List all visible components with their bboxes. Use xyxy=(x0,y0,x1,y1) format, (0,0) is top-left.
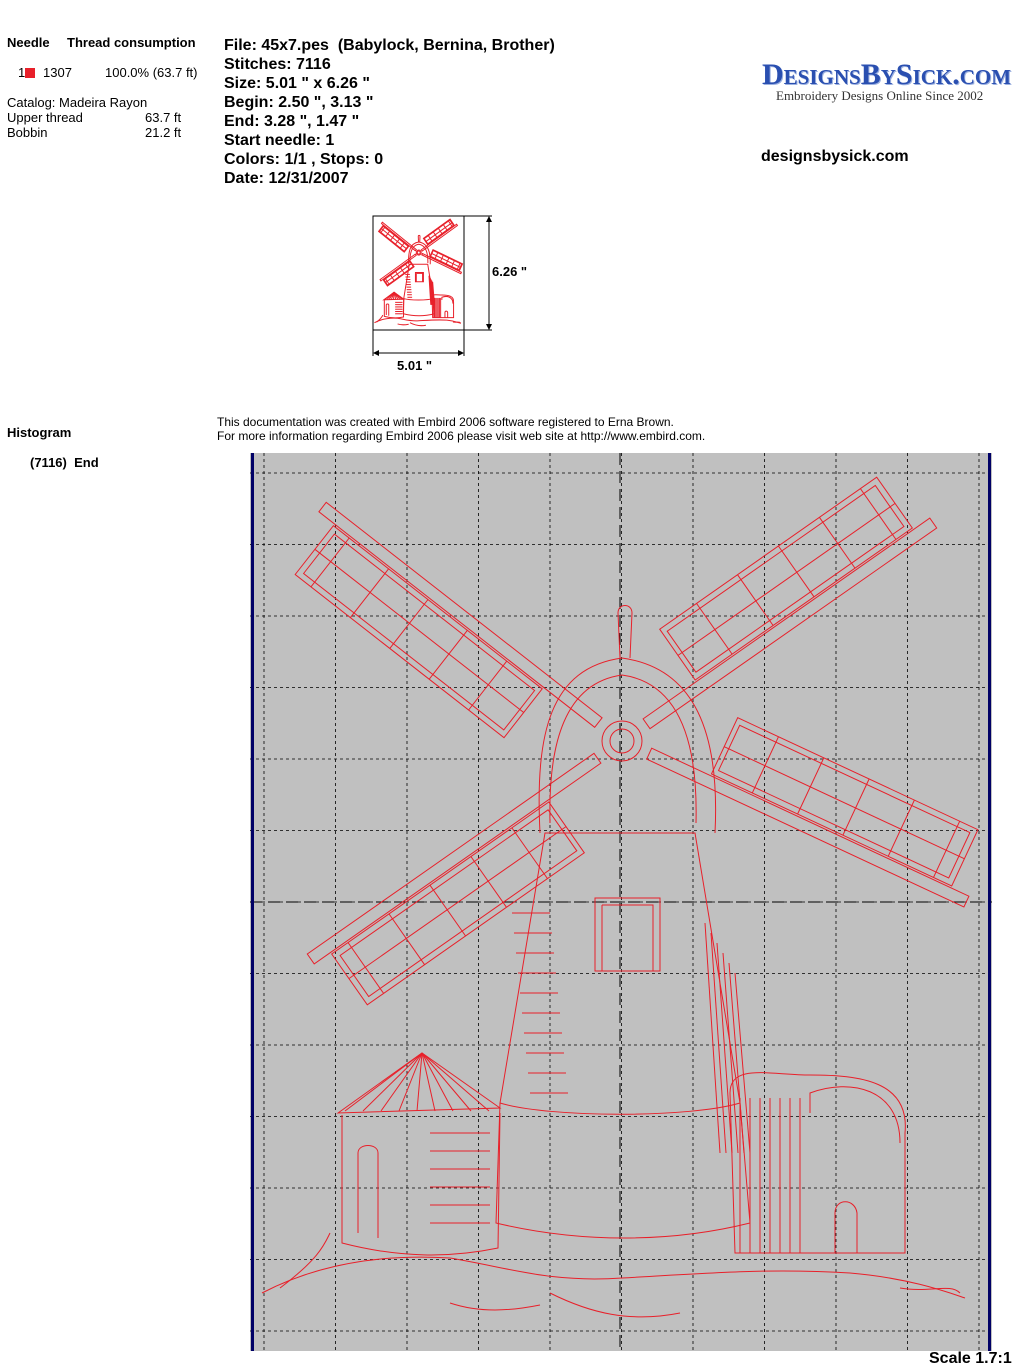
thread-row-needle xyxy=(18,65,35,80)
thread-consumption-header: Thread consumption xyxy=(67,35,196,50)
hoop-frame-right xyxy=(988,453,991,1351)
design-thumbnail xyxy=(365,210,540,370)
needle-header: Needle xyxy=(7,35,50,50)
logo-tagline: Embroidery Designs Online Since 2002 xyxy=(776,88,984,103)
thread-code: 1307 xyxy=(43,65,72,80)
start-needle-line: Start needle: 1 xyxy=(224,132,335,149)
stitches-line: Stitches: 7116 xyxy=(224,56,331,73)
file-line: File: 45x7.pes (Babylock, Bernina, Brother) xyxy=(224,37,555,54)
date-line: Date: 12/31/2007 xyxy=(224,170,349,187)
thread-consumption-value: 100.0% (63.7 ft) xyxy=(105,65,198,80)
scale-label: Scale 1.7:1 xyxy=(929,1350,1012,1367)
design-info-block xyxy=(224,36,555,188)
bobbin-value: 21.2 ft xyxy=(145,125,182,140)
hoop-frame-left xyxy=(251,453,254,1351)
logo-title: DesignsBySick.com xyxy=(762,58,1012,91)
upper-thread-value: 63.7 ft xyxy=(145,110,182,125)
histogram-entry: (7116) End xyxy=(30,455,99,470)
notice-line-1: This documentation was created with Embird 2006 software registered to Erna Brown. xyxy=(217,415,674,429)
thread-needle-number: 1 xyxy=(18,65,26,80)
design-canvas xyxy=(250,453,992,1351)
histogram-title: Histogram xyxy=(7,425,72,440)
software-notice xyxy=(217,415,705,443)
catalog-label: Catalog: Madeira Rayon xyxy=(7,95,148,110)
height-label: 6.26 " xyxy=(492,264,528,279)
upper-thread-label: Upper thread xyxy=(7,110,83,125)
begin-line: Begin: 2.50 ", 3.13 " xyxy=(224,94,374,111)
notice-line-2: For more information regarding Embird 2006 please visit web site at http://www.embird.com. xyxy=(217,429,706,443)
size-line: Size: 5.01 " x 6.26 " xyxy=(224,75,370,92)
thread-color-swatch xyxy=(25,68,35,78)
colors-line: Colors: 1/1 , Stops: 0 xyxy=(224,151,384,168)
width-label: 5.01 " xyxy=(397,358,433,373)
designsbysick-logo xyxy=(762,58,1012,104)
bobbin-label: Bobbin xyxy=(7,125,48,140)
end-line: End: 3.28 ", 1.47 " xyxy=(224,113,360,130)
website-text: designsbysick.com xyxy=(761,148,909,165)
